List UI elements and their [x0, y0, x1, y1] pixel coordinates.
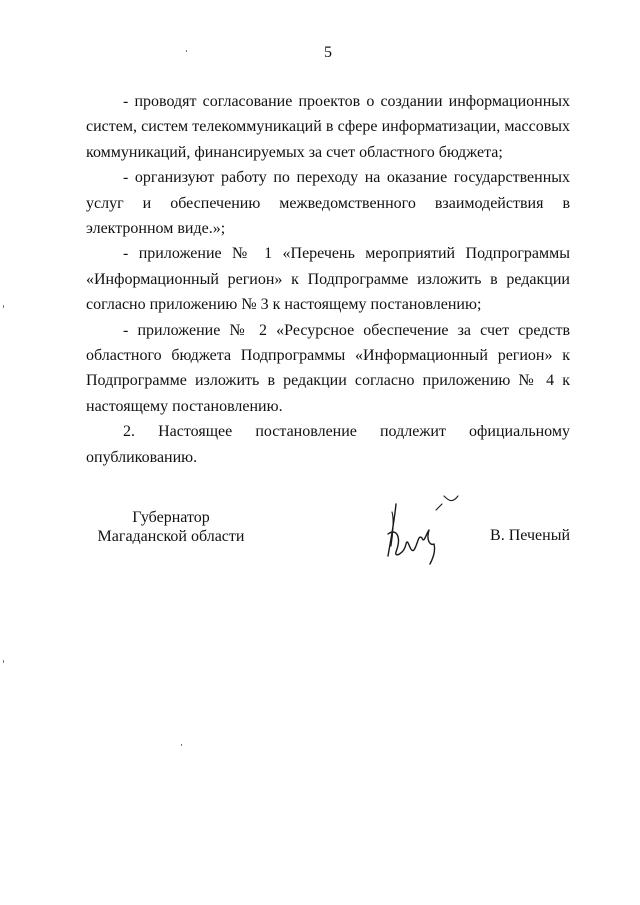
- governor-title: [86, 508, 256, 546]
- signer-name: В. Печеный: [490, 527, 570, 544]
- scan-speck: [3, 305, 4, 308]
- scan-speck: [186, 50, 187, 52]
- governor-title-line1: Губернатор: [132, 509, 210, 526]
- document-body: [86, 89, 570, 470]
- paragraph-appendix-1: - приложение № 1 «Перечень мероприятий Подпрограммы «Информационный регион» к Подпрограмме изложить в редакции согласно приложению № 3 к настоящему постановлению;: [86, 245, 570, 314]
- scan-speck: [181, 744, 182, 746]
- scan-speck: [3, 660, 4, 663]
- governor-title-line2: Магаданской области: [97, 528, 245, 545]
- page-number: 5: [324, 44, 332, 61]
- handwritten-signature: [374, 494, 464, 572]
- paragraph-appendix-2: - приложение № 2 «Ресурсное обеспечение за счет средств областного бюджета Подпрограммы «Информационный регион» к Подпрограмме изложить в редакции согласно приложению № 4 к настоящему постановлению.: [86, 321, 570, 415]
- paragraph-approval: - проводят согласование проектов о создании информационных систем, систем телекоммуникаций в сфере информатизации, массовых коммуникаций, финансируемых за счет областного бюджета;: [86, 93, 570, 161]
- signature-block: [0, 508, 640, 578]
- paragraph-electronic-services: - организуют работу по переходу на оказание государственных услуг и обеспечению межведомственного взаимодействия в электронном виде.»;: [86, 169, 570, 238]
- paragraph-publication: 2. Настоящее постановление подлежит официальному опубликованию.: [86, 423, 570, 466]
